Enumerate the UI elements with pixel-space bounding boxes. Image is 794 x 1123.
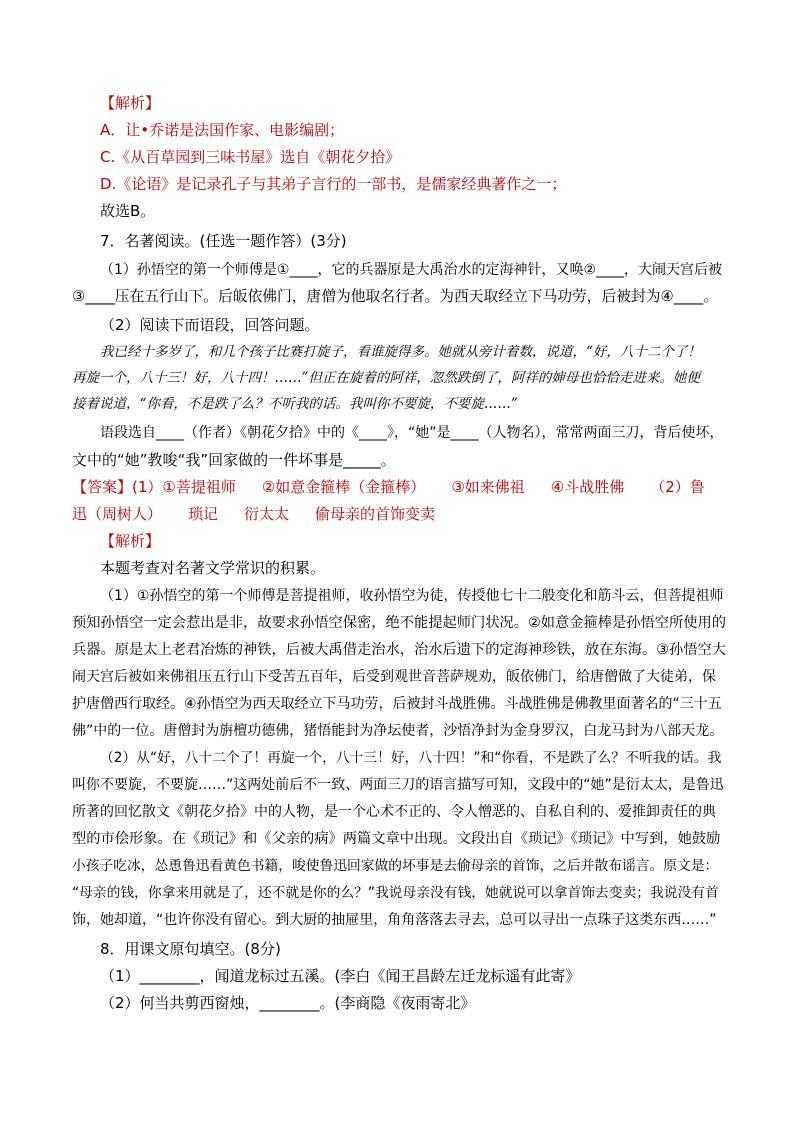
- analysis-option-d: D.《论语》是记录孔子与其弟子言行的一部书，是儒家经典著作之一；: [100, 175, 567, 193]
- analysis-heading-2: 【解析】: [100, 532, 161, 550]
- answer-item: 迅（周树人）: [72, 505, 163, 523]
- analysis-line: 佛”中的一位。唐僧封为旃檀功德佛，猪悟能封为净坛使者，沙悟净封为金身罗汉，白龙马封为八部天龙。: [72, 723, 724, 739]
- analysis-line: 闹天宫后被如来佛祖压五行山下受苦五百年，后受到观世音菩萨规劝，皈依佛门，给唐僧做了大徒弟，保: [72, 669, 716, 685]
- answer-item: 衍太太: [244, 505, 290, 523]
- answer-line-1: [72, 477, 705, 497]
- question-7-part1-line2: ③____压在五行山下。后皈依佛门，唐僧为他取名行者。为西天取经立下马功劳，后被封为④____。: [72, 288, 718, 305]
- answer-item: ③如来佛祖: [451, 478, 525, 496]
- analysis-line: （1）①孙悟空的第一个师傅是菩提祖师，收孙悟空为徒，传授他七十二般变化和筋斗云，但菩提祖师: [100, 588, 724, 604]
- answer-item: ②如意金箍棒（金箍棒）: [261, 478, 426, 496]
- question-8-title: 8．用课文原句填空。(8分): [100, 940, 281, 958]
- analysis-line: “母亲的钱，你拿来用就是了，还不就是你的么？”我说母亲没有钱，她就说可以拿首饰去变卖；我说没有首: [72, 885, 719, 901]
- analysis-line: 叫你不要旋，不要旋……”这两处前后不一致、两面三刀的语言描写可知，文段中的“她”是衍太太，是鲁迅: [72, 777, 724, 793]
- answer-item: (1）①菩提祖师: [132, 478, 236, 496]
- question-7-part2-line2: 文中的“她”教唆“我”回家做的一件坏事是_____。: [72, 451, 396, 469]
- analysis-line: （2）从“好，八十二个了！再旋一个，八十三！好，八十四！”和“你看，不是跌了么？不听我的话。我: [100, 750, 722, 766]
- analysis-line: 预知孙悟空一定会惹出是非，故要求孙悟空保密，绝不能提起师门状况。②如意金箍棒是孙悟空所使用的: [72, 615, 727, 631]
- question-7-part1-line1: （1）孙悟空的第一个师傅是①____，它的兵器原是大禹治水的定海神针，又唤②____，大闹天宫后被: [100, 262, 723, 278]
- analysis-line: 饰，她却道，“也许你没有留心。到大厨的抽屉里，角角落落去寻去，总可以寻出一点珠子这类东西……”: [72, 912, 717, 928]
- analysis-line: 小孩子吃冰，怂恿鲁迅看黄色书籍，唆使鲁迅回家做的坏事是去偷母亲的首饰，之后并散布谣言。原文是：: [72, 858, 719, 874]
- question-7-part2-line1: 语段选自____（作者）《朝花夕拾》中的《____》，“她”是____（人物名），常常两面三刀，背后使坏，: [100, 425, 724, 441]
- question-7-part2-intro: （2）阅读下而语段，回答问题。: [100, 316, 320, 334]
- excerpt-line: 再旋一个，八十三！好，八十四！……”但正在旋着的阿祥，忽然跌倒了，阿祥的婶母也恰恰走进来。她便: [72, 370, 700, 386]
- answer-item: 琐记: [188, 505, 219, 523]
- analysis-line: 兵器。原是太上老君冶炼的神铁，后被大禹借走治水，治水后遗下的定海神珍铁，放在东海。③孙悟空大: [72, 642, 727, 658]
- question-7-title: 7．名著阅读。(任选一题作答）(3分): [100, 232, 347, 250]
- excerpt-line: 我已经十多岁了，和几个孩子比赛打旋子，看谁旋得多。她就从旁计着数，说道，“好，八十二个了！: [100, 344, 701, 360]
- question-8-line1: （1）________，闻道龙标过五溪。(李白《闻王昌龄左迁龙标遥有此寄》: [100, 967, 581, 985]
- analysis-option-c: C.《从百草园到三味书屋》选自《朝花夕拾》: [100, 148, 401, 166]
- excerpt-line: 接着说道，“你看，不是跌了么？不听我的话。我叫你不要旋，不要旋……”: [72, 396, 518, 412]
- analysis-line: 所著的回忆散文《朝花夕拾》中的人物，是一个心术不正的、令人憎恶的、自私自利的、爱推卸责任的典: [72, 804, 716, 820]
- analysis-line: 型的市侩形象。在《琐记》和《父亲的病》两篇文章中出现。文段出自《琐记》《琐记》中写到，她鼓励: [72, 831, 721, 847]
- answer-item: 偷母亲的首饰变卖: [315, 505, 436, 523]
- analysis-heading: 【解析】: [100, 94, 161, 112]
- answer-item: ④斗战胜佛: [550, 478, 625, 496]
- answer-item: （2）鲁: [650, 478, 705, 496]
- analysis-option-a: A．让•乔诺是法国作家、电影编剧；: [100, 121, 345, 139]
- analysis-answer: 故选B。: [100, 202, 156, 220]
- question-8-line2: （2）何当共剪西窗烛，________。(李商隐《夜雨寄北》: [100, 994, 476, 1012]
- answer-line-2: [72, 504, 435, 524]
- analysis-line: 护唐僧西行取经。④孙悟空为西天取经立下马功劳，后被封斗战胜佛。斗战胜佛是佛教里面著名的“三十五: [72, 696, 722, 712]
- analysis-intro: 本题考查对名著文学常识的积累。: [100, 559, 326, 577]
- answer-label: 【答案】: [72, 478, 133, 496]
